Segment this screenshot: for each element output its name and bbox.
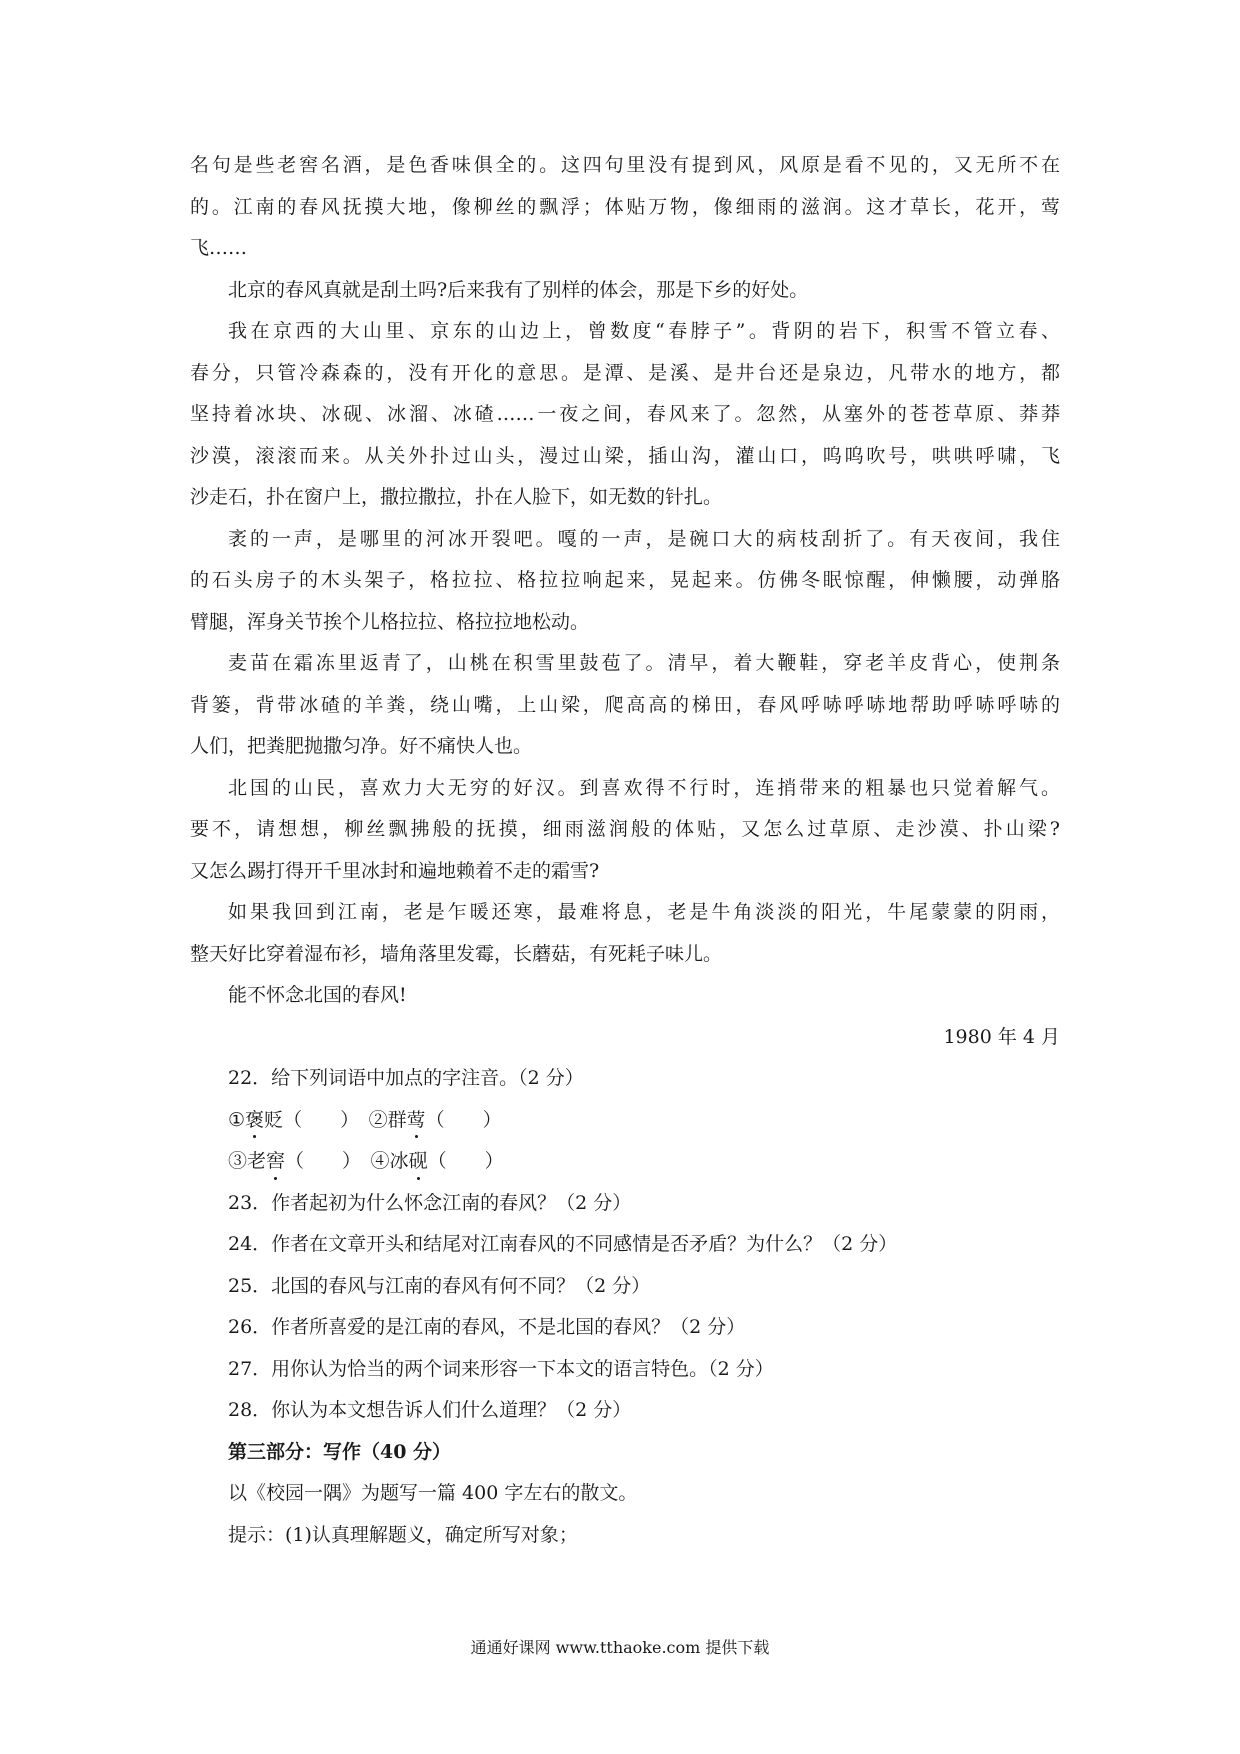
essay-paragraph xyxy=(190,519,1060,644)
essay-paragraph xyxy=(190,892,1060,975)
dotted-character: 砚 xyxy=(409,1141,428,1183)
text-line: 沙漠，滚滚而来。从关外扑过山头，漫过山梁，插山沟，灌山口，呜呜吹号，哄哄呼啸，飞 xyxy=(190,444,1060,467)
question-25: 25．北国的春风与江南的春风有何不同？（2 分） xyxy=(228,1274,651,1297)
text-line: 如果我回到江南，老是乍暖还寒，最难将息，老是牛角淡淡的阳光，牛尾蒙蒙的阴雨， xyxy=(228,901,1060,923)
dotted-character: 褒 xyxy=(245,1100,264,1142)
question-28: 28．你认为本文想告诉人们什么道理？（2 分） xyxy=(228,1399,632,1421)
question-23: 23．作者起初为什么怀念江南的春风？（2 分） xyxy=(228,1191,632,1214)
text-line: 人们，把粪肥抛撒匀净。好不痛快人也。 xyxy=(190,735,533,757)
question-24: 24．作者在文章开头和结尾对江南春风的不同感情是否矛盾？为什么？（2 分） xyxy=(228,1233,898,1255)
text-line: 麦苗在霜冻里返青了，山桃在积雪里鼓苞了。清早，着大鞭鞋，穿老羊皮背心，使荆条 xyxy=(228,652,1060,674)
writing-hint: 提示：(1)认真理解题义，确定所写对象； xyxy=(228,1523,578,1546)
text-line: 袤的一声，是哪里的河冰开裂吧。嘎的一声，是碗口大的病枝刮折了。有天夜间，我住 xyxy=(228,527,1060,550)
text-line: 名句是些老窖名酒，是色香味俱全的。这四句里没有提到风，风原是看不见的，又无所不在 xyxy=(190,154,1060,176)
question-26: 26．作者所喜爱的是江南的春风，不是北国的春风？（2 分） xyxy=(228,1316,746,1338)
text-line: 的石头房子的木头架子，格拉拉、格拉拉响起来，晃起来。仿佛冬眠惊醒，伸懒腰，动弹胳 xyxy=(190,569,1060,591)
writing-section xyxy=(190,1432,1060,1557)
writing-prompt: 以《校园一隅》为题写一篇 400 字左右的散文。 xyxy=(228,1482,638,1504)
question-22-row-1 xyxy=(190,1100,1060,1142)
text-line: 坚持着冰块、冰砚、冰溜、冰碴……一夜之间，春风来了。忽然，从塞外的苍苍草原、莽莽 xyxy=(190,403,1060,425)
text-line: 能不怀念北国的春风! xyxy=(228,984,407,1006)
questions-section xyxy=(190,1058,1060,1432)
question-22-row-2 xyxy=(190,1141,1060,1183)
document-body xyxy=(190,145,1060,1556)
option-blank: （ ） xyxy=(285,1150,352,1172)
option-blank: （ ） xyxy=(427,1150,504,1172)
text-line: 又怎么踢打得开千里冰封和遍地赖着不走的霜雪? xyxy=(190,859,600,882)
text-line: 沙走石，扑在窗户上，撒拉撒拉，扑在人脸下，如无数的针扎。 xyxy=(190,486,723,508)
page-footer: 通通好课网 www.tthaoke.com 提供下载 xyxy=(470,1638,770,1657)
text-line: 整天好比穿着湿布衫，墙角落里发霉，长蘑菇，有死耗子味儿。 xyxy=(190,942,723,965)
dotted-character: 窖 xyxy=(266,1141,285,1183)
question-27: 27．用你认为恰当的两个词来形容一下本文的语言特色。（2 分） xyxy=(228,1357,774,1380)
section-heading: 第三部分：写作（40 分） xyxy=(228,1440,452,1463)
text-line: 背篓，背带冰碴的羊粪，绕山嘴，上山梁，爬高高的梯田，春风呼哧呼哧地帮助呼哧呼哧的 xyxy=(190,693,1060,716)
essay-paragraph xyxy=(190,311,1060,519)
text-line: 飞…… xyxy=(190,237,248,259)
question-22: 22．给下列词语中加点的字注音。（2 分） xyxy=(228,1067,584,1089)
option-blank: 贬（ ） xyxy=(264,1108,350,1131)
essay-paragraph xyxy=(190,145,1060,270)
option-prefix: ③老 xyxy=(228,1150,267,1172)
essay-paragraph xyxy=(190,643,1060,768)
option-prefix: ②群 xyxy=(349,1108,407,1131)
essay-paragraph xyxy=(190,768,1060,893)
text-line: 北国的山民，喜欢力大无穷的好汉。到喜欢得不行时，连捎带来的粗暴也只觉着解气。 xyxy=(228,776,1060,799)
option-prefix: ① xyxy=(228,1108,246,1131)
text-line: 春分，只管冷森森的，没有开化的意思。是潭、是溪、是井台还是泉边，凡带水的地方，都 xyxy=(190,361,1060,384)
essay-paragraph xyxy=(190,975,1060,1017)
option-blank: （ ） xyxy=(425,1108,502,1131)
text-line: 北京的春风真就是刮土吗?后来我有了别样的体会，那是下乡的好处。 xyxy=(228,278,809,301)
text-line: 臂腿，浑身关节挨个儿格拉拉、格拉拉地松动。 xyxy=(190,610,590,633)
dotted-character: 莺 xyxy=(407,1100,426,1142)
text-line: 我在京西的大山里、京东的山边上，曾数度“春脖子”。背阴的岩下，积雪不管立春、 xyxy=(228,320,1060,342)
option-prefix: ④冰 xyxy=(351,1150,409,1172)
essay-date: 1980 年 4 月 xyxy=(943,1025,1060,1048)
text-line: 要不，请想想，柳丝飘拂般的抚摸，细雨滋润般的体贴，又怎么过草原、走沙漠、扑山梁? xyxy=(190,818,1060,840)
essay-paragraph xyxy=(190,270,1060,312)
text-line: 的。江南的春风抚摸大地，像柳丝的飘浮；体贴万物，像细雨的滋润。这才草长，花开，莺 xyxy=(190,195,1060,218)
